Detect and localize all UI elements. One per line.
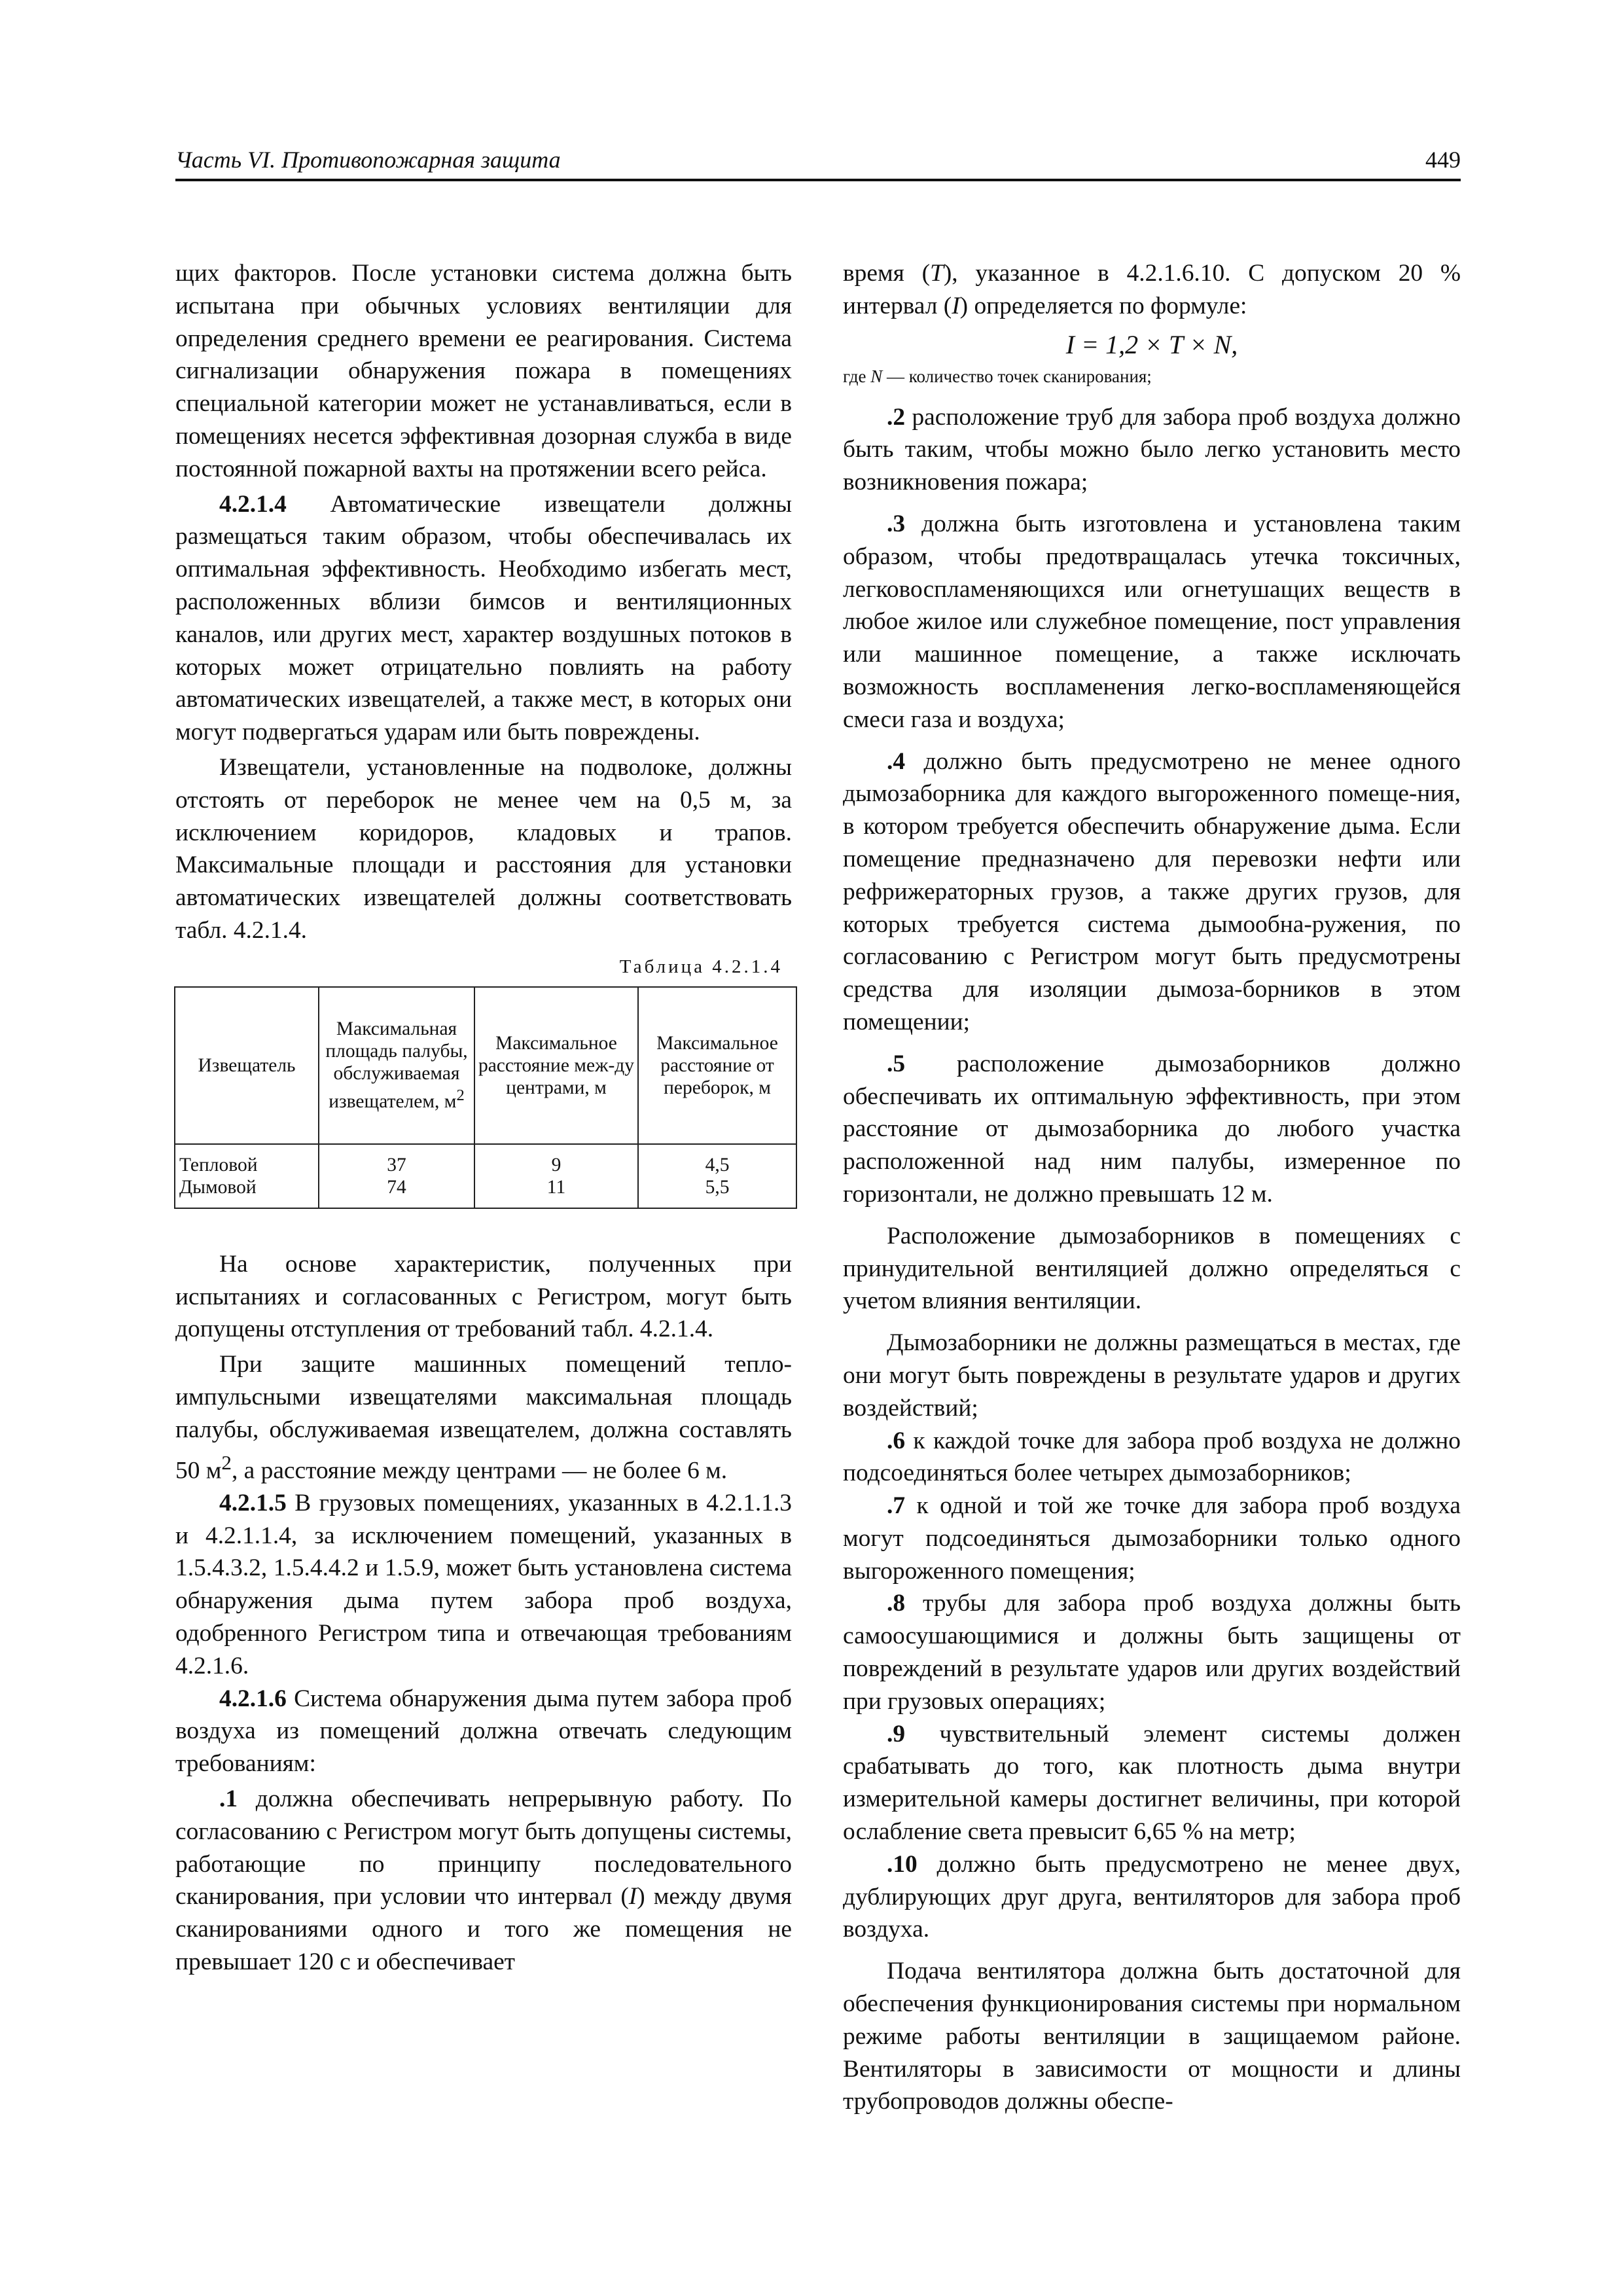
header-text: Максимальная площадь палубы, обслуживаемая извещателем, м [325, 1018, 468, 1113]
cell-text: Тепловой [179, 1154, 258, 1175]
item-3 [843, 508, 1461, 736]
item-8 [843, 1587, 1461, 1717]
paragraph-text: ), указанное в 4.2.1.6.10. С допуском 20 % интервал ( [843, 260, 1461, 319]
paragraph-text: трубы для забора проб воздуха должны быть самоосушающимися и должны быть защищены от повреждений в результате ударов или других воздействий при грузовых операциях; [843, 1590, 1461, 1715]
paragraph-text: должно быть предусмотрено не менее двух, дублирующих друг друга, вентиляторов для забора проб воздуха. [843, 1850, 1461, 1943]
table-cell [319, 1144, 474, 1208]
table-cell [474, 1144, 638, 1208]
item-5 [843, 1048, 1461, 1211]
formula: I = 1,2 × T × N, [1065, 329, 1238, 359]
superscript: 2 [221, 1450, 232, 1474]
section-title: Часть VI. Противопожарная защита [175, 147, 561, 173]
variable: N [870, 366, 883, 386]
formula-legend [843, 365, 1461, 388]
paragraph-text: На основе характеристик, полученных при испытаниях и согласованных с Регистром, могут быть допущены отступления от требований табл. 4.2.1.4. [175, 1250, 792, 1343]
superscript: 2 [456, 1086, 465, 1105]
cell-text: 4,5 [705, 1154, 730, 1175]
legend-text: — количество точек сканирования; [882, 366, 1152, 386]
item-6 [843, 1425, 1461, 1490]
paragraph-4-2-1-5 [175, 1487, 792, 1683]
item-number: .9 [887, 1720, 906, 1748]
item-number: .5 [887, 1050, 906, 1077]
table-header-cell: Извещатель [175, 987, 319, 1144]
paragraph-text: время ( [843, 260, 931, 287]
table-caption: Таблица 4.2.1.4 [619, 956, 783, 977]
variable: T [930, 260, 944, 287]
cell-text: 37 [387, 1154, 406, 1175]
cell-text: Дымовой [179, 1176, 257, 1198]
paragraph-continued [175, 257, 792, 486]
item-4 [843, 745, 1461, 1039]
table-header-row [175, 987, 796, 1144]
variable: I [952, 292, 960, 319]
paragraph-text: должна быть изготовлена и установлена таким образом, чтобы предотвращалась утечка токсичных, легковоспламеняющихся или огнетушащих веществ в любое жилое или служебное помещение, пост управления или машинное помещение, а также исключать возможность воспламенения легко-воспламеняющейся смеси газа и воздуха; [843, 510, 1461, 733]
paragraph-text: к одной и той же точке для забора проб воздуха могут подсоединяться дымозаборники только одного выгороженного помещения; [843, 1492, 1461, 1585]
cell-text: 11 [546, 1176, 566, 1198]
paragraph-text: к каждой точке для забора проб воздуха не должно подсоединяться более четырех дымозаборников; [843, 1427, 1461, 1487]
clause-number: 4.2.1.6 [219, 1685, 287, 1712]
paragraph-deviations [175, 1248, 792, 1346]
paragraph-text: В грузовых помещениях, указанных в 4.2.1.1.3 и 4.2.1.1.4, за исключением помещений, указанных в 1.5.4.3.2, 1.5.4.4.2 и 1.5.9, может быть установлена система обнаружения дыма путем забора проб воздуха, одобренного Регистром типа и отвечающая требованиям 4.2.1.6. [175, 1489, 792, 1679]
page-number: 449 [1425, 147, 1461, 173]
paragraph-text: Система обнаружения дыма путем забора проб воздуха из помещений должна отвечать следующим требованиям: [175, 1685, 792, 1778]
table-cell [175, 1144, 319, 1208]
item-9 [843, 1718, 1461, 1848]
table-header-cell: Максимальное расстояние от переборок, м [638, 987, 796, 1144]
paragraph-text: , а расстояние между центрами — не более 6 м. [231, 1456, 728, 1484]
item-number: .7 [887, 1492, 906, 1520]
item-2 [843, 401, 1461, 499]
paragraph-text: ) определяется по формуле: [959, 292, 1247, 319]
paragraph-text: При защите машинных помещений тепло-импульсными извещателями максимальная площадь палубы, обслуживаемая извещателем, должна составлять 50 м [175, 1351, 792, 1484]
paragraph-text: должна обеспечивать непрерывную работу. По согласованию с Регистром могут быть допущены системы, работающие по принципу последовательного сканирования, при условии что интервал ( [175, 1785, 792, 1910]
item-number: .4 [887, 747, 906, 775]
paragraph-text: Автоматические извещатели должны размещаться таким образом, чтобы обеспечивалась их оптимальная эффективность. Необходимо избегать мест, расположенных вблизи бимсов и вентиляционных каналов, или других мест, характер воздушных потоков в которых может отрицательно повлиять на работу автоматических извещателей, а также мест, в которых они могут подвергаться ударам или быть повреждены. [175, 490, 792, 746]
cell-text: 9 [551, 1154, 562, 1175]
paragraph-4-2-1-6 [175, 1683, 792, 1780]
paragraph-fan-supply [843, 1955, 1461, 2118]
paragraph-machinery [175, 1348, 792, 1487]
legend-text: где [843, 366, 871, 386]
variable: I [628, 1883, 637, 1910]
paragraph-text: расположение труб для забора проб воздуха должно быть таким, чтобы можно было легко установить место возникновения пожара; [843, 403, 1461, 496]
table-spacer [175, 1209, 792, 1248]
table-header-cell [319, 987, 474, 1144]
item-number: .6 [887, 1427, 906, 1454]
table-row [175, 1144, 796, 1208]
paragraph-text: Извещатели, установленные на подволоке, должны отстоять от переборок не менее чем на 0,5 м, за исключением коридоров, кладовых и трапов. Максимальные площади и расстояния для установки автоматических извещателей должны соответствовать табл. 4.2.1.4. [175, 753, 792, 944]
paragraph-text: расположение дымозаборников должно обеспечивать их оптимальную эффективность, при этом расстояние от дымозаборника до любого участка расположенной над ним палубы, измеренное по горизонтали, не должно превышать 12 м. [843, 1050, 1461, 1208]
cell-text: 5,5 [705, 1176, 730, 1198]
paragraph-text: должно быть предусмотрено не менее одного дымозаборника для каждого выгороженного помеще-ния, в котором требуется обеспечить обнаружение дыма. Если помещение предназначено для перевозки нефти или рефрижераторных грузов, а также других грузов, для которых требуется система дымообна-ружения, по согласованию с Регистром могут быть предусмотрены средства для изоляции дымоза-борников в этом помещении; [843, 747, 1461, 1035]
paragraph-text: Подача вентилятора должна быть достаточной для обеспечения функционирования системы при нормальном режиме работы вентиляции в защищаемом районе. Вентиляторы в зависимости от мощности и длины трубопроводов должны обеспе- [843, 1958, 1461, 2115]
paragraph-detectors [175, 751, 792, 947]
paragraph-continued [843, 257, 1461, 323]
paragraph-ventilation [843, 1220, 1461, 1318]
right-column [843, 257, 1461, 2118]
item-number: .3 [887, 510, 906, 537]
item-7 [843, 1490, 1461, 1587]
clause-number: 4.2.1.4 [219, 490, 287, 518]
item-number: .8 [887, 1590, 906, 1617]
item-number: .1 [219, 1785, 238, 1812]
paragraph-text: ) между двумя сканированиями одного и того же помещения не превышает 120 с и обеспечивает [175, 1883, 792, 1975]
running-header [175, 139, 1461, 181]
item-number: .10 [887, 1850, 918, 1878]
paragraph-damage [843, 1327, 1461, 1424]
table-cell [638, 1144, 796, 1208]
clause-number: 4.2.1.5 [219, 1489, 287, 1516]
item-1 [175, 1783, 792, 1979]
paragraph-text: чувствительный элемент системы должен срабатывать до того, как плотность дыма внутри измерительной камеры достигнет величины, при которой ослабление света превысит 6,65 % на метр; [843, 1720, 1461, 1846]
left-column [175, 257, 792, 1979]
detector-table [174, 986, 797, 1209]
item-number: .2 [887, 403, 906, 431]
paragraph-text: Дымозаборники не должны размещаться в местах, где они могут быть повреждены в результате ударов и других воздействий; [843, 1329, 1461, 1422]
paragraph-4-2-1-4 [175, 488, 792, 749]
paragraph-text: Расположение дымозаборников в помещениях с принудительной вентиляцией должно определяться с учетом влияния вентиляции. [843, 1222, 1461, 1315]
table-header-cell: Максимальное расстояние меж-ду центрами, м [474, 987, 638, 1144]
paragraph-text: щих факторов. После установки система должна быть испытана при обычных условиях вентиляции для определения среднего времени ее реагирования. Система сигнализации обнаружения пожара в помещениях специальной категории может не устанавливаться, если в помещениях несется эффективная дозорная служба в виде постоянной пожарной вахты на протяжении всего рейса. [175, 260, 792, 482]
cell-text: 74 [387, 1176, 406, 1198]
item-10 [843, 1848, 1461, 1946]
